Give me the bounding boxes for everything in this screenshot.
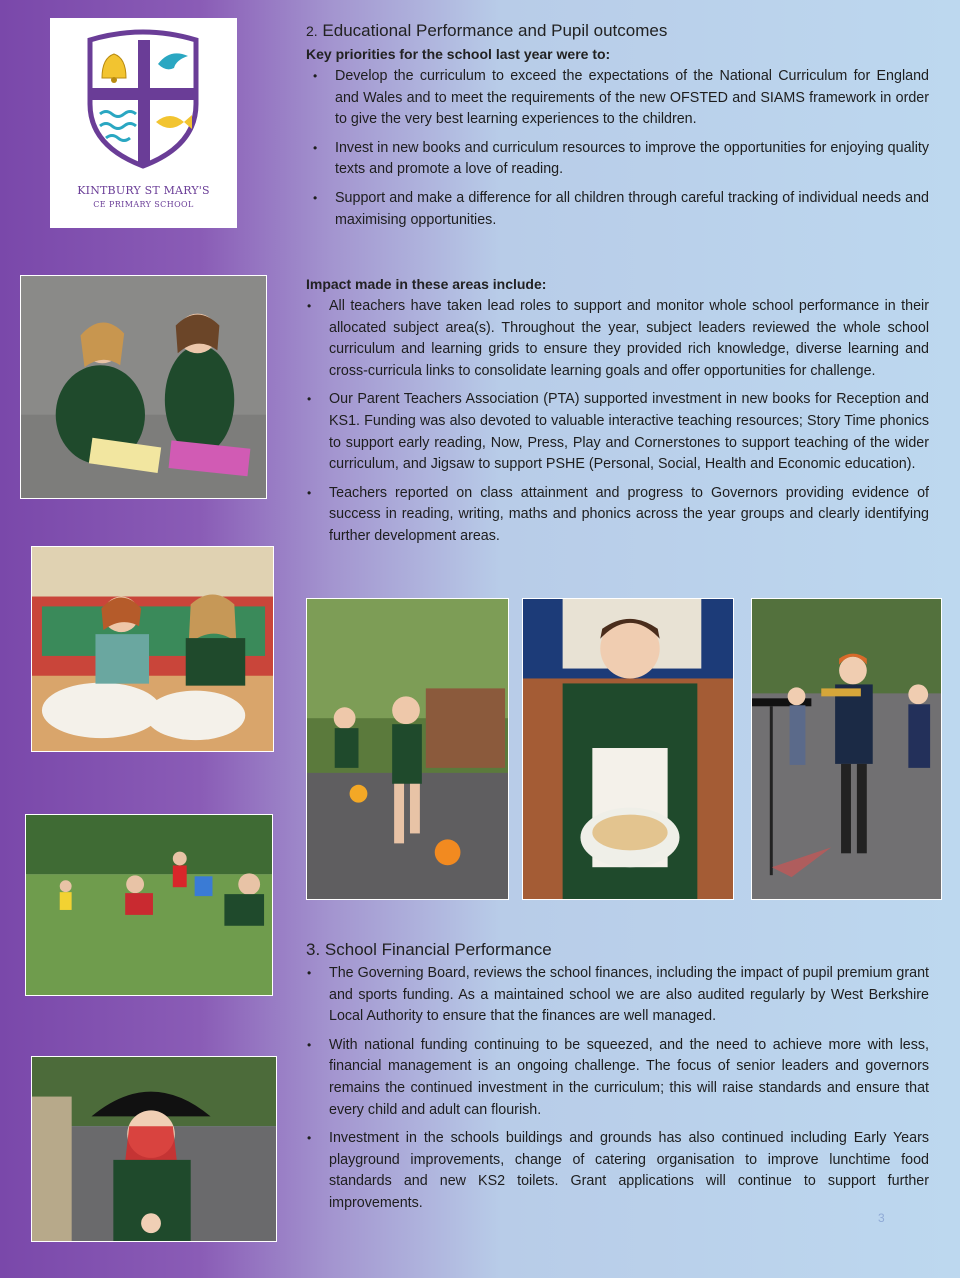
page-number: 3	[878, 1211, 885, 1225]
section-2-number: 2.	[306, 23, 318, 39]
list-item: • Invest in new books and curriculum resources to improve the opportunities for enjoying quality texts and promote a love of reading.	[335, 138, 929, 181]
impact-heading: Impact made in these areas include:	[306, 276, 547, 292]
photo-pirate-child	[31, 1056, 277, 1242]
logo-school-name: KINTBURY ST MARY'S	[77, 184, 210, 197]
list-item: • With national funding continuing to be squeezed, and the need to achieve more with less, financial management is an ongoing challenge. The focus of senior leaders and governors remains the continued investment in the curriculum; this will raise standards and ensure that every child and adult can flourish.	[329, 1035, 929, 1121]
photo-classroom-art	[31, 546, 274, 752]
list-item: • All teachers have taken lead roles to support and monitor whole school performance in their allocated subject area(s). Throughout the year, subject leaders reviewed the whole school curriculum and learning grids to ensure they provided rich knowledge, diverse learning and cross-curricula links to consolidate learning goals and offer opportunities for challenge.	[329, 296, 929, 382]
list-item: • Teachers reported on class attainment and progress to Governors providing evidence of success in reading, writing, maths and phonics across the year groups and clearly identifying further development areas.	[329, 483, 929, 548]
list-item: • Support and make a difference for all children through careful tracking of individual needs and maximising opportunities.	[335, 188, 929, 231]
logo-school-type: CE PRIMARY SCHOOL	[93, 200, 194, 209]
list-item: • Develop the curriculum to exceed the expectations of the National Curriculum for England and Wales and to meet the requirements of the new OFSTED and SIAMS framework in order to give the very best learning experiences to the children.	[335, 66, 929, 131]
school-logo	[50, 18, 237, 228]
section-2-heading	[306, 21, 667, 41]
finance-list	[329, 963, 929, 1222]
section-2-title: Educational Performance and Pupil outcomes	[322, 21, 668, 40]
priorities-list	[335, 66, 929, 238]
list-item: • Our Parent Teachers Association (PTA) supported investment in new books for Reception and KS1. Funding was also devoted to valuable interactive teaching resources; Story Time phonics to support early reading, Now, Press, Play and Cornerstones to support teaching of the wider curriculum, and Jigsaw to support PSHE (Personal, Social, Health and Economic education).	[329, 389, 929, 475]
photo-sports-day	[25, 814, 273, 996]
photo-cooking	[522, 598, 734, 900]
section-3-title: 3. School Financial Performance	[306, 940, 552, 959]
impact-list	[329, 296, 929, 555]
photo-girls-reading-playground	[20, 275, 267, 499]
priorities-heading: Key priorities for the school last year were to:	[306, 46, 611, 62]
list-item: • Investment in the schools buildings and grounds has also continued including Early Years playground improvements, change of catering organisation to improve lunchtime food standards and new KS2 toilets. Grant applications will continue to support further improvements.	[329, 1128, 929, 1214]
photo-trumpet-performance	[751, 598, 942, 900]
list-item: • The Governing Board, reviews the school finances, including the impact of pupil premium grant and sports funding. As a maintained school we are also audited regularly by West Berkshire Local Authority to ensure that the finances are well managed.	[329, 963, 929, 1028]
photo-football	[306, 598, 509, 900]
school-crest-icon	[50, 18, 237, 178]
